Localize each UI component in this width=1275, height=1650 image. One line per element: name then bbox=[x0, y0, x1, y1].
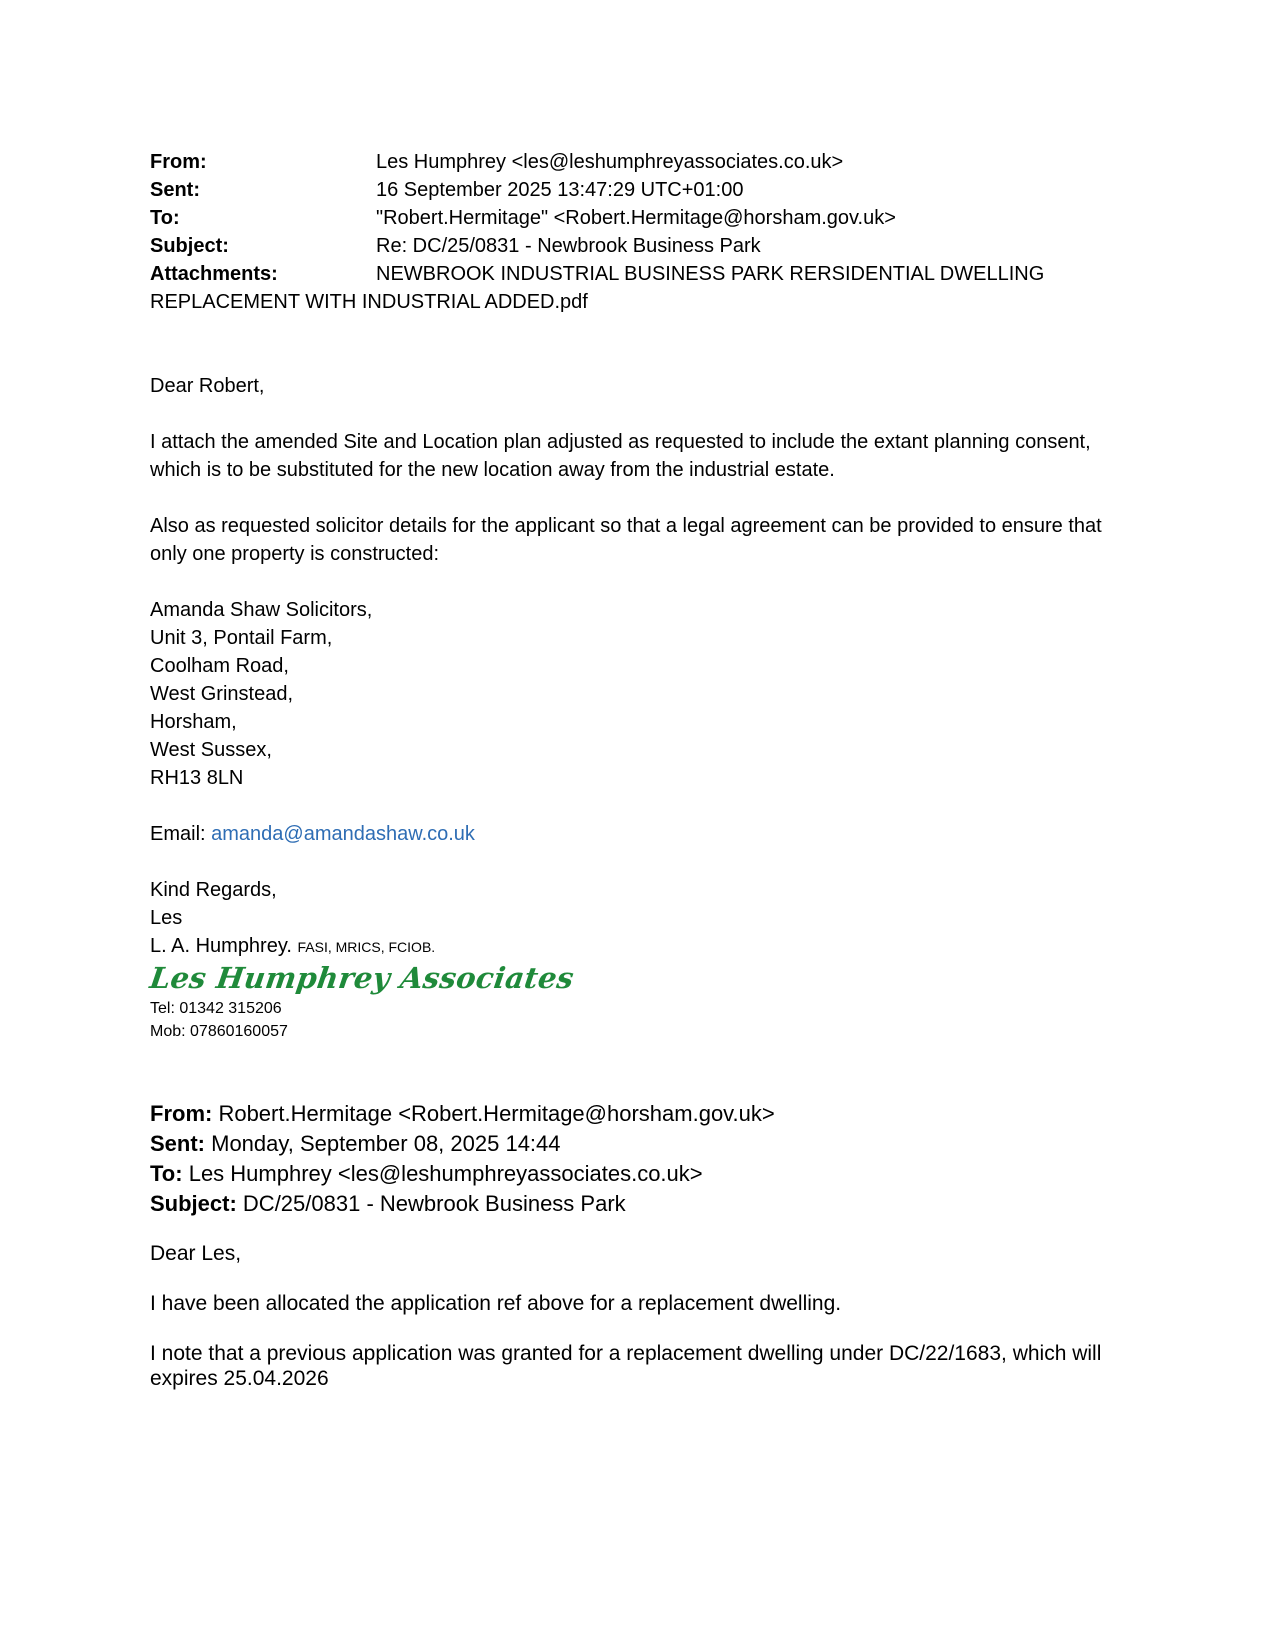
mobile: Mob: 07860160057 bbox=[150, 1023, 288, 1040]
header-subject-row bbox=[150, 232, 1130, 260]
header-to-row bbox=[150, 204, 1130, 232]
original-from-label: From: bbox=[150, 1101, 213, 1126]
original-message-header bbox=[150, 1099, 1130, 1219]
solicitor-address bbox=[150, 596, 1130, 792]
original-from-row bbox=[150, 1099, 1130, 1129]
header-from-row bbox=[150, 148, 1130, 176]
address-line: West Sussex, bbox=[150, 739, 272, 761]
reply-paragraph-2: Also as requested solicitor details for the applicant so that a legal agreement can be provided to ensure that only one property is constructed: bbox=[150, 515, 1102, 565]
spacer bbox=[150, 848, 1130, 876]
address-line: Amanda Shaw Solicitors, bbox=[150, 599, 373, 621]
qualifications: FASI, MRICS, FCIOB. bbox=[297, 939, 436, 955]
reply-greeting: Dear Robert, bbox=[150, 375, 265, 397]
to-value: "Robert.Hermitage" <Robert.Hermitage@horsham.gov.uk> bbox=[376, 207, 896, 229]
attachment-link[interactable]: NEWBROOK INDUSTRIAL BUSINESS PARK RERSIDENTIAL DWELLING bbox=[376, 263, 1045, 285]
reply-paragraph-1: I attach the amended Site and Location plan adjusted as requested to include the extant planning consent, which is to be substituted for the new location away from the industrial estate. bbox=[150, 431, 1091, 481]
contact-details bbox=[150, 997, 1130, 1043]
full-name: L. A. Humphrey. bbox=[150, 935, 292, 957]
spacer bbox=[150, 1266, 1130, 1291]
original-sent-value: Monday, September 08, 2025 14:44 bbox=[211, 1131, 561, 1156]
original-greeting: Dear Les, bbox=[150, 1242, 242, 1265]
subject-value: Re: DC/25/0831 - Newbrook Business Park bbox=[376, 235, 761, 257]
address-line: West Grinstead, bbox=[150, 683, 294, 705]
from-label: From: bbox=[150, 151, 207, 173]
signature-first-name: Les bbox=[150, 907, 183, 929]
spacer bbox=[150, 316, 1130, 372]
attachments-label: Attachments: bbox=[150, 263, 278, 285]
spacer bbox=[150, 792, 1130, 820]
original-paragraph-1: I have been allocated the application ref above for a replacement dwelling. bbox=[150, 1292, 842, 1315]
sign-off: Kind Regards, bbox=[150, 879, 277, 901]
solicitor-email bbox=[150, 820, 1130, 848]
header-attachments-row bbox=[150, 260, 1130, 288]
original-from-value: Robert.Hermitage <Robert.Hermitage@horsham.gov.uk> bbox=[218, 1101, 775, 1126]
original-subject-row bbox=[150, 1189, 1130, 1219]
original-to-row bbox=[150, 1159, 1130, 1189]
company-logo: Les Humphrey Associates bbox=[147, 961, 577, 995]
original-subject-value: DC/25/0831 - Newbrook Business Park bbox=[242, 1191, 626, 1216]
spacer bbox=[150, 1043, 1130, 1099]
spacer bbox=[150, 1316, 1130, 1341]
original-to-label: To: bbox=[150, 1161, 183, 1186]
spacer bbox=[150, 484, 1130, 512]
spacer bbox=[150, 568, 1130, 596]
signature-full-name bbox=[150, 932, 1130, 961]
address-line: Horsham, bbox=[150, 711, 237, 733]
spacer bbox=[150, 400, 1130, 428]
address-line: RH13 8LN bbox=[150, 767, 244, 789]
original-to-value: Les Humphrey <les@leshumphreyassociates.co.uk> bbox=[188, 1161, 703, 1186]
solicitor-email-link[interactable]: amanda@amandashaw.co.uk bbox=[211, 823, 475, 845]
sent-value: 16 September 2025 13:47:29 UTC+01:00 bbox=[376, 179, 744, 201]
sent-label: Sent: bbox=[150, 179, 200, 201]
original-paragraph-2: I note that a previous application was granted for a replacement dwelling under DC/22/1683, which will expires 25.04.2026 bbox=[150, 1342, 1102, 1390]
address-line: Coolham Road, bbox=[150, 655, 289, 677]
subject-label: Subject: bbox=[150, 235, 229, 257]
original-message-body bbox=[150, 1241, 1130, 1391]
to-label: To: bbox=[150, 207, 180, 229]
original-sent-label: Sent: bbox=[150, 1131, 205, 1156]
original-sent-row bbox=[150, 1129, 1130, 1159]
attachment-name-continued[interactable]: REPLACEMENT WITH INDUSTRIAL ADDED.pdf bbox=[150, 291, 588, 313]
email-label: Email: bbox=[150, 823, 212, 845]
address-line: Unit 3, Pontail Farm, bbox=[150, 627, 333, 649]
email-document bbox=[147, 148, 1130, 1391]
from-value: Les Humphrey <les@leshumphreyassociates.co.uk> bbox=[376, 151, 844, 173]
header-sent-row bbox=[150, 176, 1130, 204]
reply-body bbox=[150, 372, 1130, 961]
email-header bbox=[150, 148, 1130, 316]
spacer bbox=[150, 1219, 1130, 1241]
original-subject-label: Subject: bbox=[150, 1191, 237, 1216]
telephone: Tel: 01342 315206 bbox=[150, 1000, 282, 1017]
